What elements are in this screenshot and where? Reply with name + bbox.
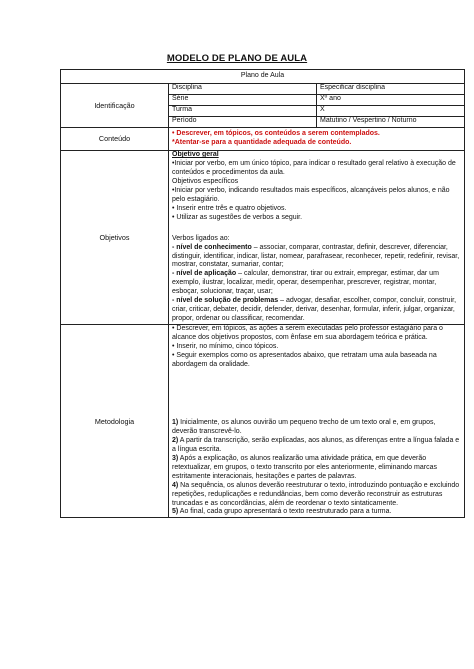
identificacao-label: Identificação: [61, 84, 169, 128]
field-turma: Turma: [169, 106, 317, 117]
metodologia-label: Metodologia: [61, 325, 169, 518]
lesson-plan-table: [60, 69, 465, 518]
step-number: 1): [172, 418, 179, 426]
nivel-aplicacao-label: - nível de aplicação: [172, 270, 237, 278]
metodologia-para-1: • Descrever, em tópicos, as ações a serem executadas pelo professor estagiário para o alcance dos objetivos propostos, com ênfase em sua abordagem teórica e prática.: [172, 325, 443, 342]
conteudo-label: Conteúdo: [61, 128, 169, 151]
value-turma: X: [317, 106, 465, 117]
table-header: Plano de Aula: [61, 70, 465, 84]
nivel-solucao: [172, 297, 461, 324]
nivel-conhecimento: [172, 244, 461, 271]
nivel-aplicacao-text: – calcular, demonstrar, tirar ou extrair, empregar, estimar, dar um exemplo, ilustrar, localizar, medir, operar, desempenhar, prescrever, registrar, montar, esboçar, solucionar, traçar, usar;: [172, 270, 439, 296]
value-serie: Xº ano: [317, 95, 465, 106]
step-number: 5): [172, 508, 179, 516]
spacer: [172, 370, 461, 419]
objetivos-label: Objetivos: [61, 151, 169, 325]
metodologia-step-4: [172, 482, 461, 509]
metodologia-para-2: • Inserir, no mínimo, cinco tópicos.: [172, 343, 279, 351]
nivel-conhecimento-label: - nível de conhecimento: [172, 243, 252, 251]
objetivos-cell: [169, 151, 465, 325]
objetivo-geral-text: •Iniciar por verbo, em um único tópico, para indicar o resultado geral relativo à execução de conteúdos e procedimentos da aula.: [172, 159, 456, 176]
metodologia-step-3: [172, 455, 461, 482]
step-number: 3): [172, 454, 179, 462]
step-text: Inicialmente, os alunos ouvirão um pequeno trecho de um texto oral e, em grupos, deverão transcrevê-lo.: [172, 418, 436, 435]
objetivo-geral-title: Objetivo geral: [172, 151, 219, 158]
document-title: MODELO DE PLANO DE AULA: [166, 53, 308, 64]
metodologia-para-3: • Seguir exemplos como os apresentados abaixo, que retratam uma aula baseada na abordagem da oralidade.: [172, 352, 437, 368]
conteudo-line-1: • Descrever, em tópicos, os conteúdos a serem contemplados.: [172, 130, 380, 138]
field-disciplina: Disciplina: [169, 84, 317, 95]
step-text: A partir da transcrição, serão explicadas, aos alunos, as diferenças entre a língua falada e a língua escrita.: [172, 436, 460, 453]
step-text: Na sequência, os alunos deverão reestruturar o texto, introduzindo pontuação e excluindo repetições, reduplicações e redundâncias, bem como deverão reconstruir as estruturas truncadas e as concordâncias, além de reordenar o texto sintaticamente.: [172, 481, 460, 507]
conteudo-line-2: *Atentar-se para a quantidade adequada de conteúdo.: [172, 139, 352, 146]
metodologia-step-2: [172, 437, 461, 455]
metodologia-cell: [169, 325, 465, 518]
nivel-solucao-text: – advogar, desafiar, escolher, compor, concluir, construir, criar, criticar, debater, decidir, defender, derivar, desenhar, formular, inferir, julgar, organizar, propor, ordenar ou classificar, recomendar.: [172, 297, 457, 323]
value-disciplina: Especificar disciplina: [317, 84, 465, 95]
field-serie: Série: [169, 95, 317, 106]
field-periodo: Período: [169, 117, 317, 128]
verbos-title: Verbos ligados ao:: [172, 234, 230, 242]
step-text: Ao final, cada grupo apresentará o texto reestruturado para a turma.: [178, 508, 392, 516]
nivel-solucao-label: - nível de solução de problemas: [172, 297, 279, 305]
objetivos-especificos-text: •Iniciar por verbo, indicando resultados mais específicos, alcançáveis pelos alunos, e não pelo estagiário.: [172, 186, 450, 203]
step-text: Após a explicação, os alunos realizarão uma atividade prática, em que deverão retextualizar, em grupos, o texto transcrito por eles anteriormente, eliminando marcas estritamente interacionais, hesitações e partes de palavras.: [172, 454, 437, 480]
objetivos-bullet-2: • Utilizar as sugestões de verbos a seguir.: [172, 213, 303, 221]
objetivos-especificos-title: Objetivos específicos: [172, 177, 239, 185]
conteudo-cell: [169, 128, 465, 151]
metodologia-step-5: [172, 508, 461, 517]
spacer: [172, 223, 461, 235]
nivel-aplicacao: [172, 270, 461, 297]
value-periodo: Matutino / Vespertino / Noturno: [317, 117, 465, 128]
objetivos-bullet-1: • Inserir entre três e quatro objetivos.: [172, 204, 287, 212]
step-number: 2): [172, 436, 179, 444]
metodologia-step-1: [172, 419, 461, 437]
nivel-conhecimento-text: – associar, comparar, contrastar, definir, descrever, diferenciar, distinguir, identificar, indicar, listar, nomear, parafrasear, reconhecer, repetir, redefinir, revisar, mostrar, constatar, sumariar, contar;: [172, 243, 460, 269]
step-number: 4): [172, 481, 179, 489]
